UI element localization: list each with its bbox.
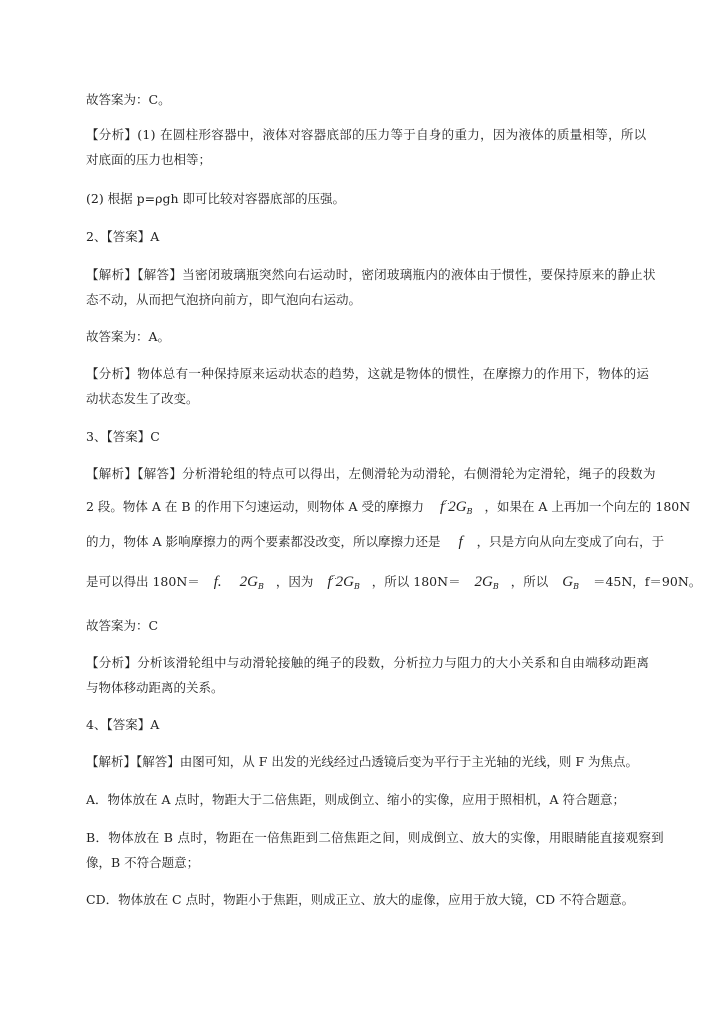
question-heading: 3、【答案】C	[86, 429, 160, 444]
text-run: ，只是方向从向左变成了向右，于	[476, 534, 665, 549]
option-line: B．物体放在 B 点时，物距在一倍焦距到二倍焦距之间，则成倒立、放大的实像，用眼睛能直接观察到	[86, 830, 664, 845]
analysis-line: 与物体移动距离的关系。	[86, 680, 224, 695]
explanation-line: 态不动，从而把气泡挤向前方，即气泡向右运动。	[86, 292, 362, 307]
formula-2g: 2G	[335, 574, 354, 590]
analysis-line: 对底面的压力也相等；	[86, 152, 212, 167]
analysis-line: 【分析】(1) 在圆柱形容器中，液体对容器底部的压力等于自身的重力，因为液体的质量相等，所以	[86, 127, 647, 142]
text-run: ，如果在 A 上再加一个向左的 180N	[484, 499, 691, 514]
formula-subscript: B	[466, 507, 473, 516]
formula-f: f	[327, 574, 332, 590]
formula-2g: 2G	[239, 574, 258, 590]
explanation-line	[86, 494, 690, 521]
option-line: CD．物体放在 C 点时，物距小于焦距，则成正立、放大的虚像，应用于放大镜，CD 不符合题意。	[86, 892, 635, 907]
answer-line: 故答案为：C	[86, 618, 159, 633]
formula-subscript: B	[257, 582, 264, 591]
formula-g: G	[562, 574, 574, 590]
analysis-line: 【分析】物体总有一种保持原来运动状态的趋势，这就是物体的惯性，在摩擦力的作用下，物体的运	[86, 366, 650, 381]
question-heading: 4、【答案】A	[86, 717, 160, 732]
analysis-line: (2) 根据 p=ρgh 即可比较对容器底部的压强。	[86, 191, 346, 206]
therefore-symbol: ∴	[331, 573, 336, 582]
analysis-line: 【分析】分析该滑轮组中与动滑轮接触的绳子的段数，分析拉力与阻力的大小关系和自由端移动距离	[86, 655, 650, 670]
explanation-line: 【解析】【解答】分析滑轮组的特点可以得出，左侧滑轮为动滑轮，右侧滑轮为定滑轮，绳子的段数为	[86, 466, 656, 481]
formula-subscript: B	[573, 582, 579, 591]
therefore-symbol: ∴	[444, 498, 449, 507]
text-run: 2 段。物体 A 在 B 的作用下匀速运动，则物体 A 受的摩擦力	[86, 499, 425, 514]
text-run: ＝45N，f＝90N。	[592, 574, 702, 589]
option-line: 像，B 不符合题意；	[86, 855, 200, 870]
option-line: A．物体放在 A 点时，物距大于二倍焦距，则成倒立、缩小的实像，应用于照相机，A 符合题意；	[86, 792, 626, 807]
explanation-line	[86, 533, 664, 551]
text-run: ，所以 180N＝	[371, 574, 461, 589]
text-run: 的力，物体 A 影响摩擦力的两个要素都没改变，所以摩擦力还是	[86, 534, 441, 549]
formula-subscript: B	[492, 582, 499, 591]
answer-line: 故答案为：A。	[86, 329, 171, 344]
text-run: 是可以得出 180N＝	[86, 574, 200, 589]
formula-f: f	[439, 499, 445, 515]
text-run: ，所以	[510, 574, 549, 589]
explanation-line: 【解析】【解答】当密闭玻璃瓶突然向右运动时，密闭玻璃瓶内的液体由于惯性，要保持原来的静止状	[86, 267, 656, 282]
explanation-line: 【解析】【解答】由图可知，从 F 出发的光线经过凸透镜后变为平行于主光轴的光线，则 F 为焦点。	[86, 754, 638, 769]
formula-f: f	[458, 534, 463, 550]
text-run: ，因为	[275, 574, 314, 589]
answer-line: 故答案为：C。	[86, 92, 171, 107]
explanation-line	[86, 569, 701, 596]
formula-2g: 2G	[474, 574, 493, 590]
formula-f: f.	[213, 574, 222, 590]
question-heading: 2、【答案】A	[86, 229, 160, 244]
analysis-line: 动状态发生了改变。	[86, 391, 199, 406]
formula-subscript: B	[353, 582, 360, 591]
formula-2g: 2G	[448, 499, 467, 515]
